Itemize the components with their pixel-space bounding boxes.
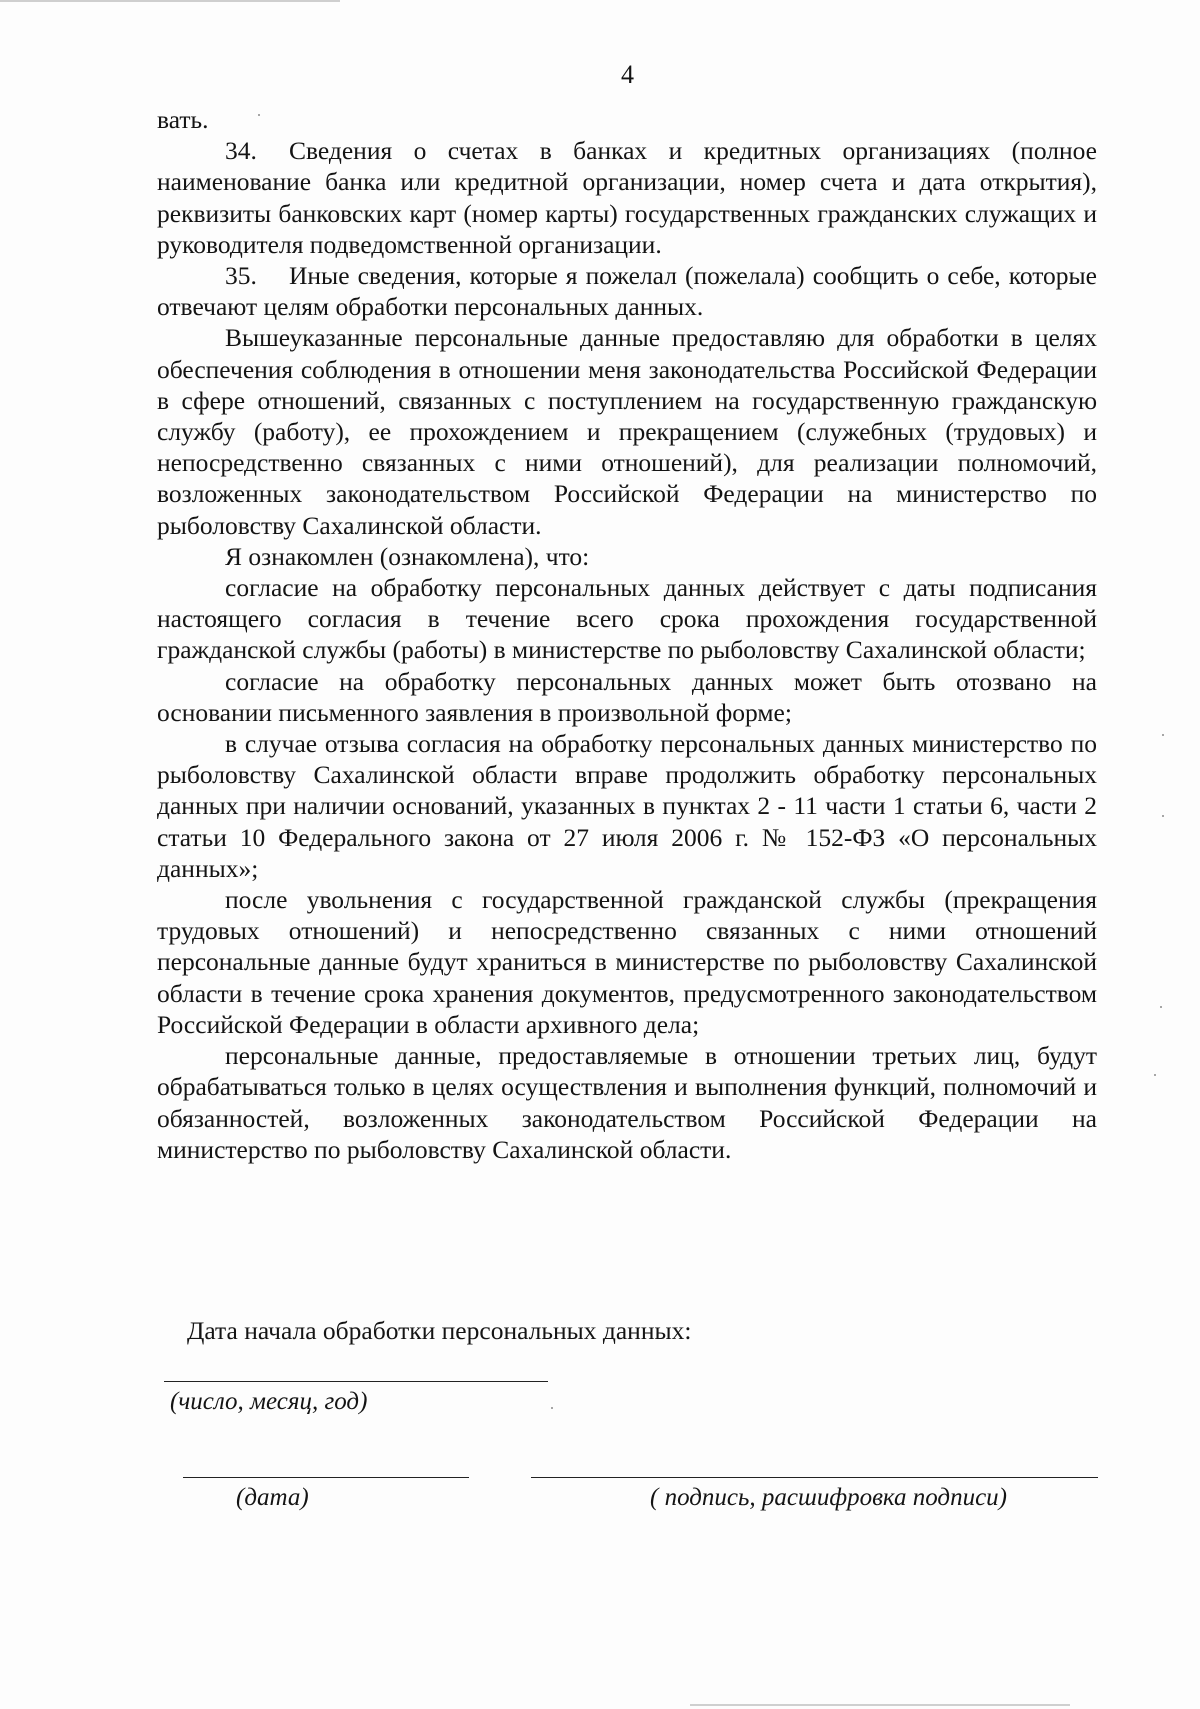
paragraph-text: Сведения о счетах в банках и кредитных организациях (полное наименование банка или кредитной организации, номер счета и дата открытия), реквизиты банковских карт (номер карты) государственных гражданских служащих и руководителя подведомственной организации.: [157, 136, 1097, 259]
start-date-label: Дата начала обработки персональных данных:: [187, 1316, 692, 1345]
scan-edge-line: [0, 0, 340, 2]
paragraph-revocation-effect: в случае отзыва согласия на обработку персональных данных министерство по рыболовству Сахалинской области вправе продолжить обработку персональных данных при наличии оснований, указанных в пунктах 2 - 11 части 1 статьи 6, части 2 статьи 10 Федерального закона от 27 июля 2006 г. № 152-ФЗ «О персональных данных»;: [157, 729, 1097, 883]
page-number: 4: [621, 60, 634, 89]
scan-speck: [1162, 734, 1164, 736]
scan-speck: [1162, 815, 1164, 817]
paragraph-acknowledgement: Я ознакомлен (ознакомлена), что:: [225, 541, 590, 571]
paragraph-item-35: [157, 260, 1097, 322]
paragraph-revocation: согласие на обработку персональных данных может быть отозвано на основании письменного заявления в произвольной форме;: [157, 666, 1097, 727]
paragraph-consent-purpose: Вышеуказанные персональные данные предоставляю для обработки в целях обеспечения соблюдения в отношении меня законодательства Российской Федерации в сфере отношений, связанных с поступлением на государственную гражданскую службу (работу), ее прохождением и прекращением (служебных (трудовых) и непосредственно связанных с ними отношений), для реализации полномочий, возложенных законодательством Российской Федерации на министерство по рыболовству Сахалинской области.: [157, 323, 1097, 540]
scan-speck: [551, 1407, 553, 1409]
paragraph-item-34: [157, 135, 1097, 260]
paragraph-validity: согласие на обработку персональных данных действует с даты подписания настоящего согласия в течение всего срока прохождения государственной гражданской службы (работы) в министерстве по рыболовству Сахалинской области;: [157, 573, 1097, 665]
start-date-field[interactable]: [164, 1381, 548, 1382]
start-date-caption: (число, месяц, год): [170, 1388, 368, 1415]
paragraph-continuation: вать.: [157, 105, 209, 134]
signature-date-field[interactable]: [183, 1477, 469, 1478]
item-number: 34.: [225, 136, 257, 166]
item-number: 35.: [225, 261, 257, 291]
signature-caption: ( подпись, расшифровка подписи): [650, 1484, 1007, 1511]
scan-speck: [1154, 1074, 1156, 1076]
signature-field[interactable]: [531, 1477, 1098, 1478]
scan-edge-line: [690, 1704, 1070, 1706]
paragraph-third-parties: персональные данные, предоставляемые в отношении третьих лиц, будут обрабатываться только в целях осуществления и выполнения функций, полномочий и обязанностей, возложенных законодательством Российской Федерации на министерство по рыболовству Сахалинской области.: [157, 1041, 1097, 1164]
signature-date-caption: (дата): [236, 1484, 309, 1511]
paragraph-text: Иные сведения, которые я пожелал (пожелала) сообщить о себе, которые отвечают целям обработки персональных данных.: [157, 261, 1097, 322]
document-body: [157, 104, 1097, 1165]
scan-speck: [1160, 1006, 1162, 1008]
paragraph-retention: после увольнения с государственной гражданской службы (прекращения трудовых отношений) и непосредственно связанных с ними отношений персональные данные будут храниться в министерстве по рыболовству Сахалинской области в течение срока хранения документов, предусмотренного законодательством Российской Федерации в области архивного дела;: [157, 885, 1097, 1039]
